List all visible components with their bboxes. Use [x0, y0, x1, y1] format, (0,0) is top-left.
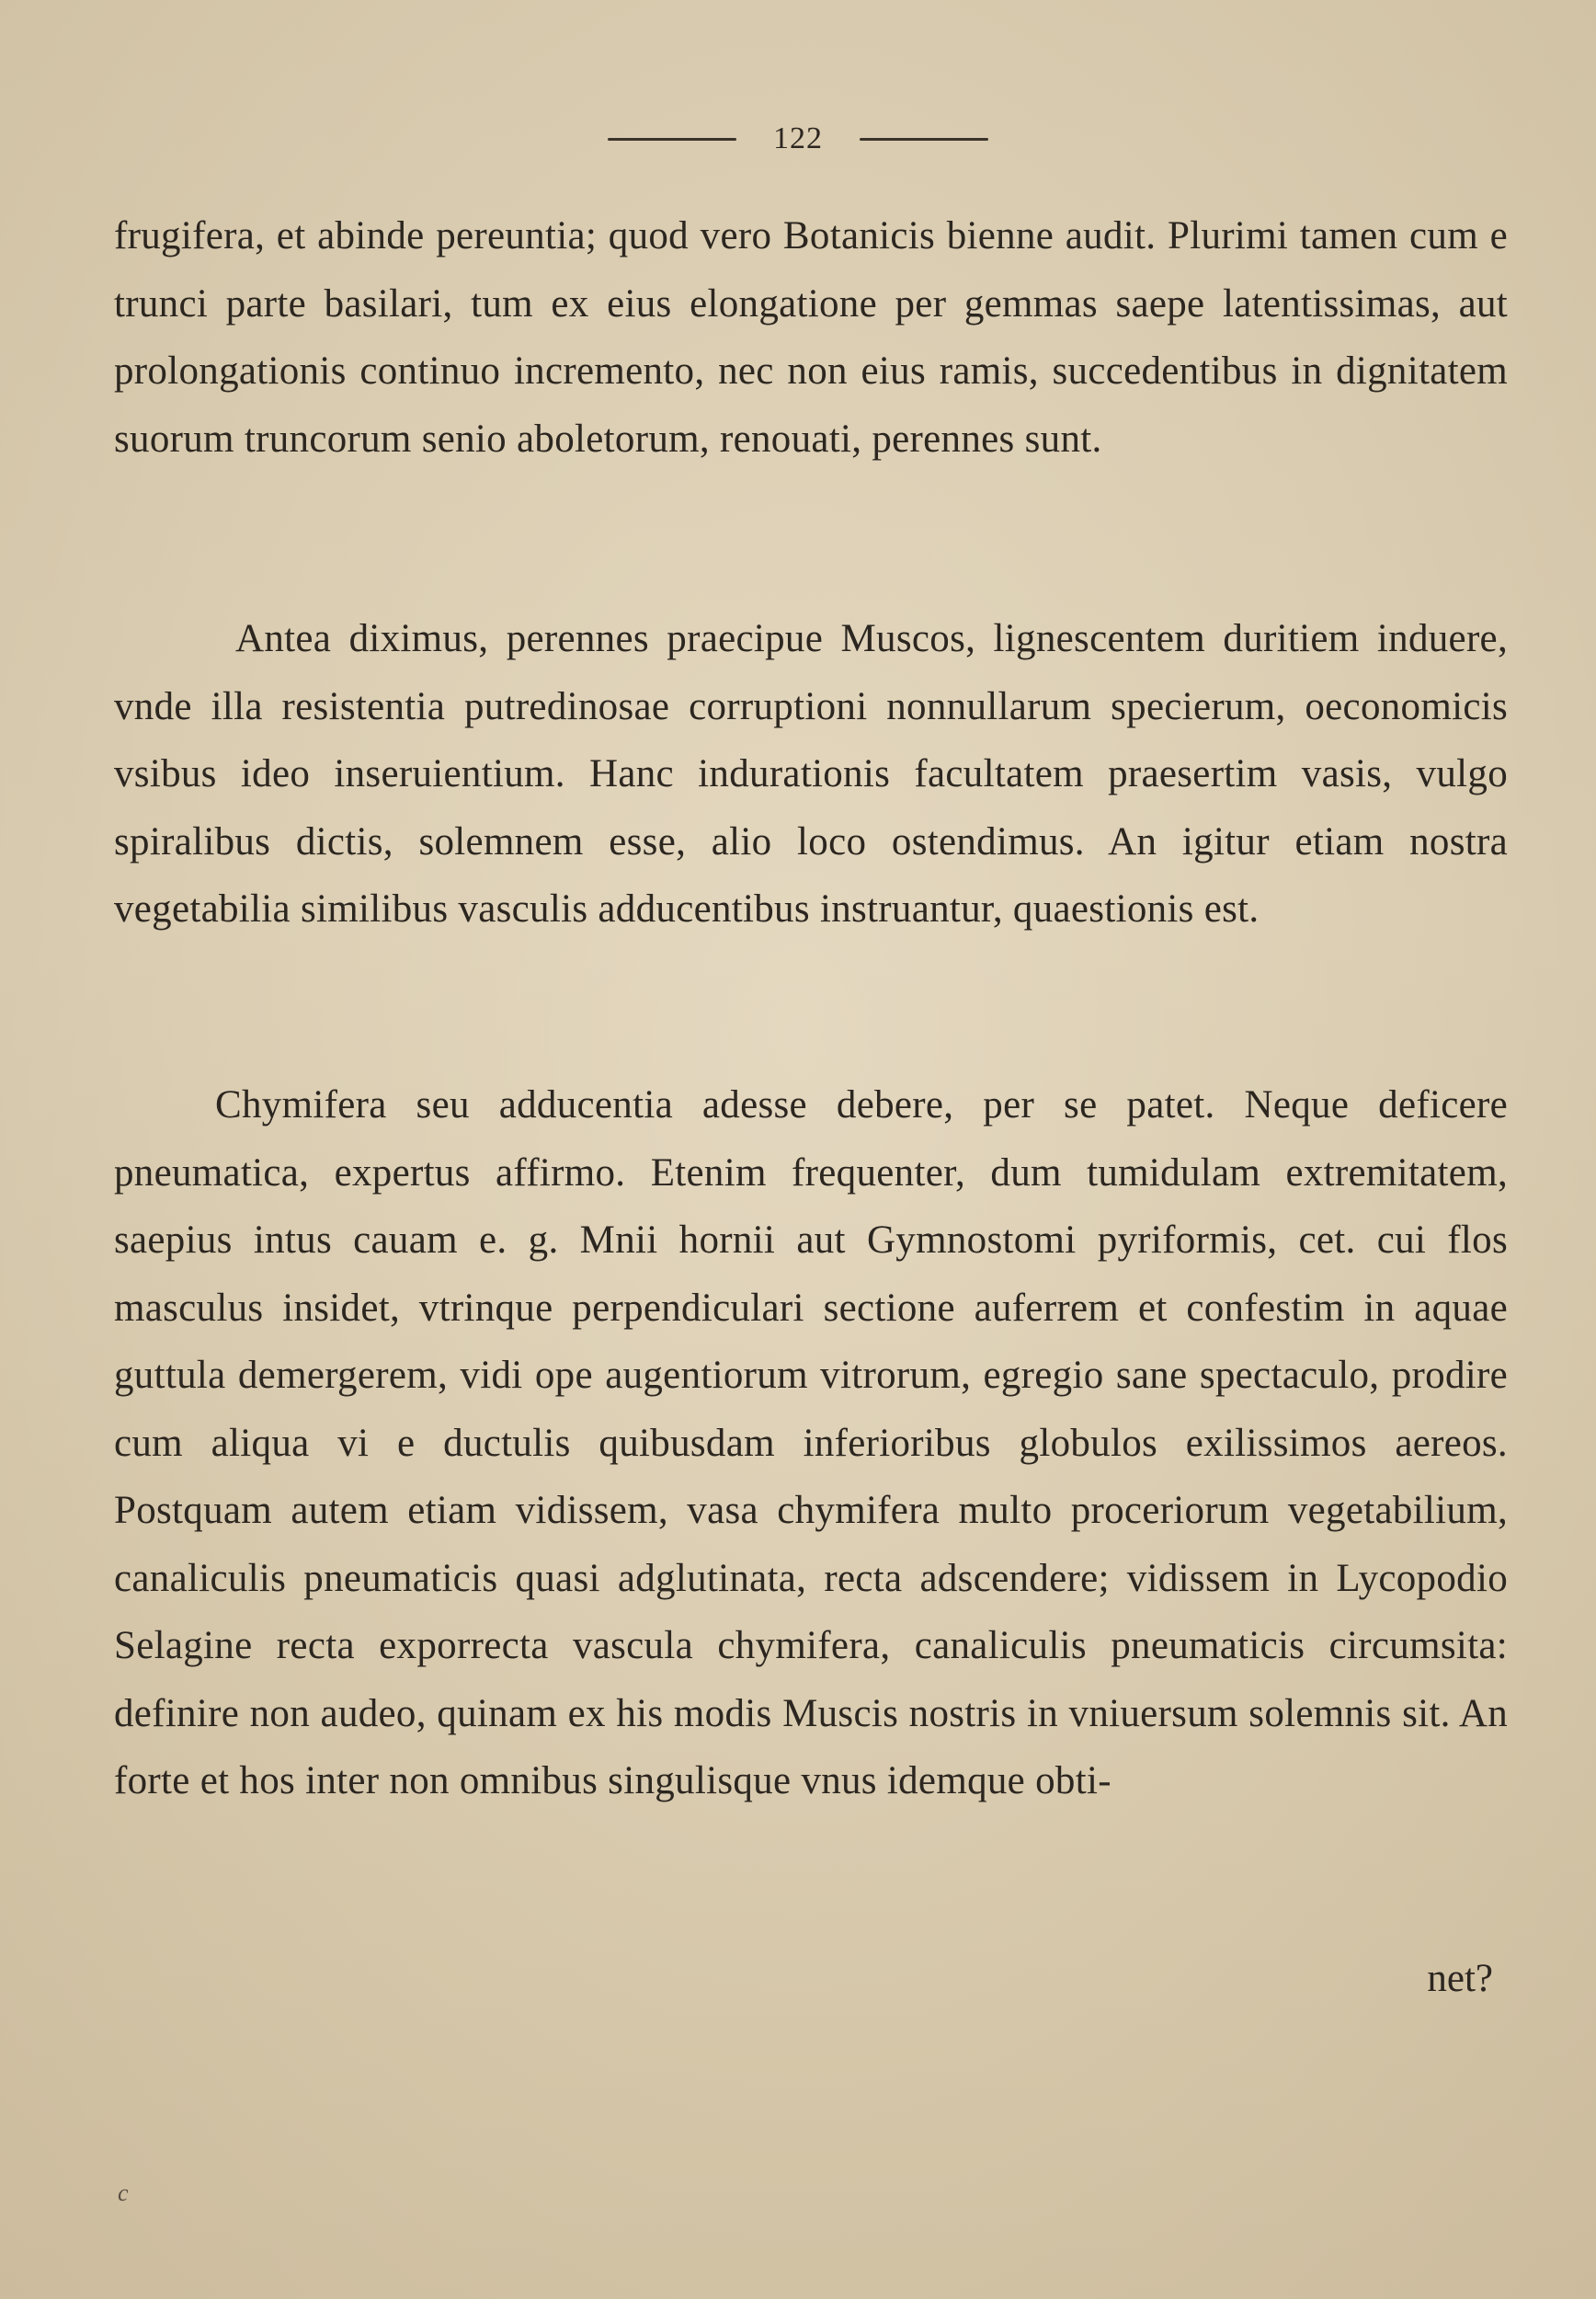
closing-word: net? — [1427, 1957, 1493, 2000]
page-mark: c — [118, 2179, 129, 2206]
paragraph-1: frugifera, et abinde pereuntia; quod vero Botanicis bienne audit. Plurimi tamen cum e trunci parte basilari, tum ex eius elongatione per gemmas saepe latentissimas, aut prolongationis continuo incremento, nec non eius ramis, succedentibus in dignitatem suorum truncorum senio aboletorum, renouati, perennes sunt. — [114, 214, 1508, 461]
header-rule-right — [860, 138, 988, 141]
paragraph-2: Antea diximus, perennes praecipue Muscos, lignescentem duritiem induere, vnde illa resistentia putredinosae corruptioni nonnullarum specierum, oeconomicis vsibus ideo inseruientium. Hanc indurationis facultatem praesertim vasis, vulgo spiralibus dictis, solemnem esse, alio loco ostendimus. An igitur etiam nostra vegetabilia similibus vasculis adducentibus instruantur, quaestionis est. — [114, 617, 1508, 931]
paragraph-3: Chymifera seu adducentia adesse debere, per se patet. Neque deficere pneumatica, expertus affirmo. Etenim frequenter, dum tumidulam extremitatem, saepius intus cauam e. g. Mnii hornii aut Gymnostomi pyriformis, cet. cui flos masculus insidet, vtrinque perpendiculari sectione auferrem et confestim in aquae guttula demergerem, vidi ope augentiorum vitrorum, egregio sane spectaculo, prodire cum aliqua vi e ductulis quibusdam inferioribus globulos exilissimos aereos. Postquam autem etiam vidissem, vasa chymifera multo proceriorum vegetabilium, canaliculis pneumaticis quasi adglutinata, recta adscendere; vidissem in Lycopodio Selagine recta exporrecta vascula chymifera, canaliculis pneumaticis circumsita: definire non audeo, quinam ex his modis Muscis nostris in vniuersum solemnis sit. An forte et hos inter non omnibus singulisque vnus idemque obti- — [114, 1083, 1508, 1802]
page-number: 122 — [773, 121, 823, 155]
header-rule-left — [608, 138, 736, 141]
page-header — [0, 121, 1596, 156]
